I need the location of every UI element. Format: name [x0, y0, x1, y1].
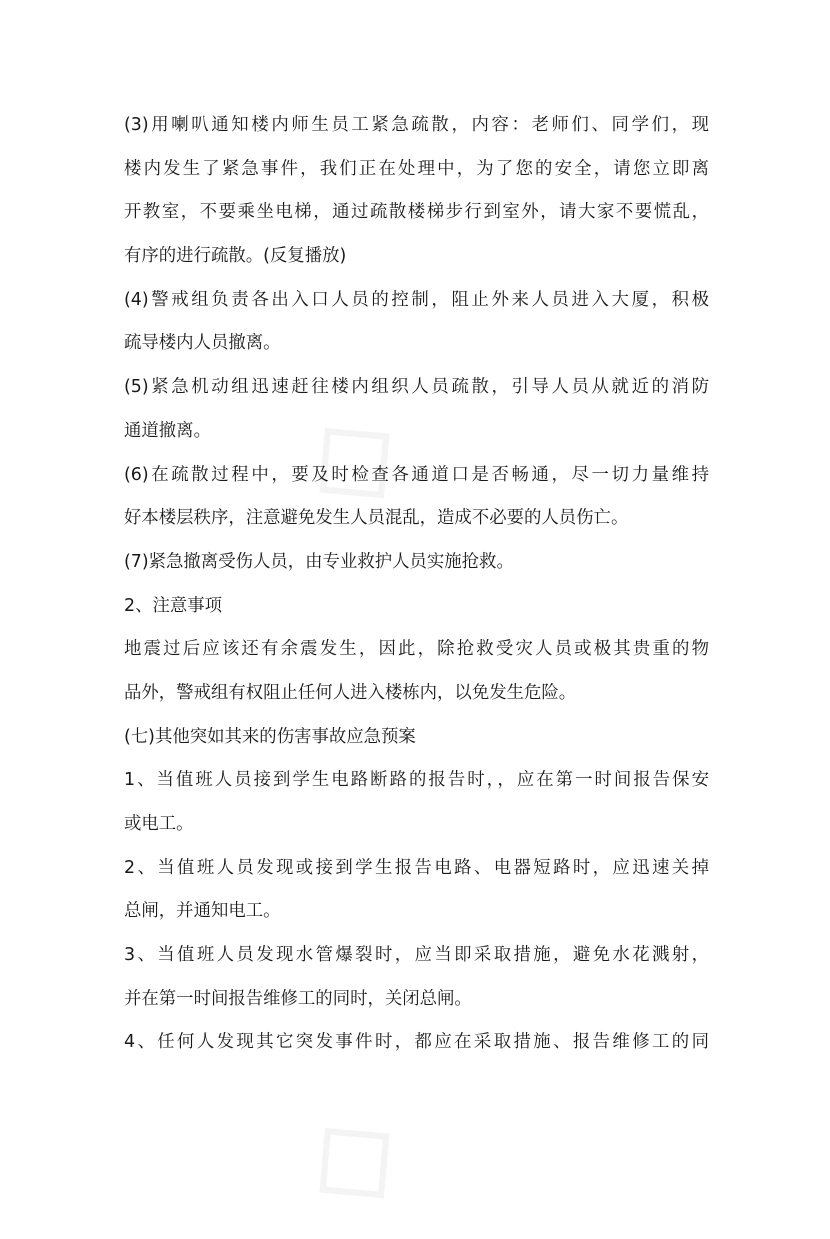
text-line-7: (5)紧急机动组迅速赶往楼内组织人员疏散，引导人员从就近的消防	[124, 377, 709, 398]
text-line-5: (4)警戒组负责各出入口人员的控制，阻止外来人员进入大厦，积极	[124, 289, 709, 310]
text-line-21: 并在第一时间报告维修工的同时，关闭总闸。	[124, 988, 472, 1009]
text-line-8: 通道撤离。	[124, 420, 211, 441]
text-line-11: (7)紧急撤离受伤人员，由专业救护人员实施抢救。	[124, 551, 514, 572]
text-line-10: 好本楼层秩序，注意避免发生人员混乱，造成不必要的人员伤亡。	[124, 508, 629, 529]
text-line-20: 3、当值班人员发现水管爆裂时，应当即采取措施，避免水花溅射，	[124, 945, 709, 966]
text-line-3: 开教室，不要乘坐电梯，通过疏散楼梯步行到室外，请大家不要慌乱，	[124, 202, 709, 223]
document-body	[124, 104, 709, 1065]
text-line-6: 疏导楼内人员撤离。	[124, 333, 281, 354]
text-line-16: 1、当值班人员接到学生电路断路的报告时，，应在第一时间报告保安	[124, 770, 709, 791]
section-heading: (七)其他突如其来的伤害事故应急预案	[124, 726, 416, 747]
text-line-2: 楼内发生了紧急事件，我们正在处理中，为了您的安全，请您立即离	[124, 158, 709, 179]
text-line-9: (6)在疏散过程中，要及时检查各通道口是否畅通，尽一切力量维持	[124, 464, 709, 485]
text-line-1: (3)用喇叭通知楼内师生员工紧急疏散，内容：老师们、同学们，现	[124, 115, 709, 135]
text-line-14: 品外，警戒组有权阻止任何人进入楼栋内，以免发生危险。	[124, 682, 577, 703]
text-line-13: 地震过后应该还有余震发生，因此，除抢救受灾人员或极其贵重的物	[124, 639, 709, 660]
text-line-17: 或电工。	[124, 814, 194, 834]
watermark	[268, 1060, 443, 1239]
text-line-22: 4、任何人发现其它突发事件时，都应在采取措施、报告维修工的同	[124, 1032, 709, 1053]
text-line-19: 总闸，并通知电工。	[124, 901, 281, 922]
text-line-18: 2、当值班人员发现或接到学生报告电路、电器短路时，应迅速关掉	[124, 857, 709, 878]
section-heading: 2、注意事项	[124, 595, 223, 616]
text-line-4: 有序的进行疏散。(反复播放)	[124, 246, 347, 267]
